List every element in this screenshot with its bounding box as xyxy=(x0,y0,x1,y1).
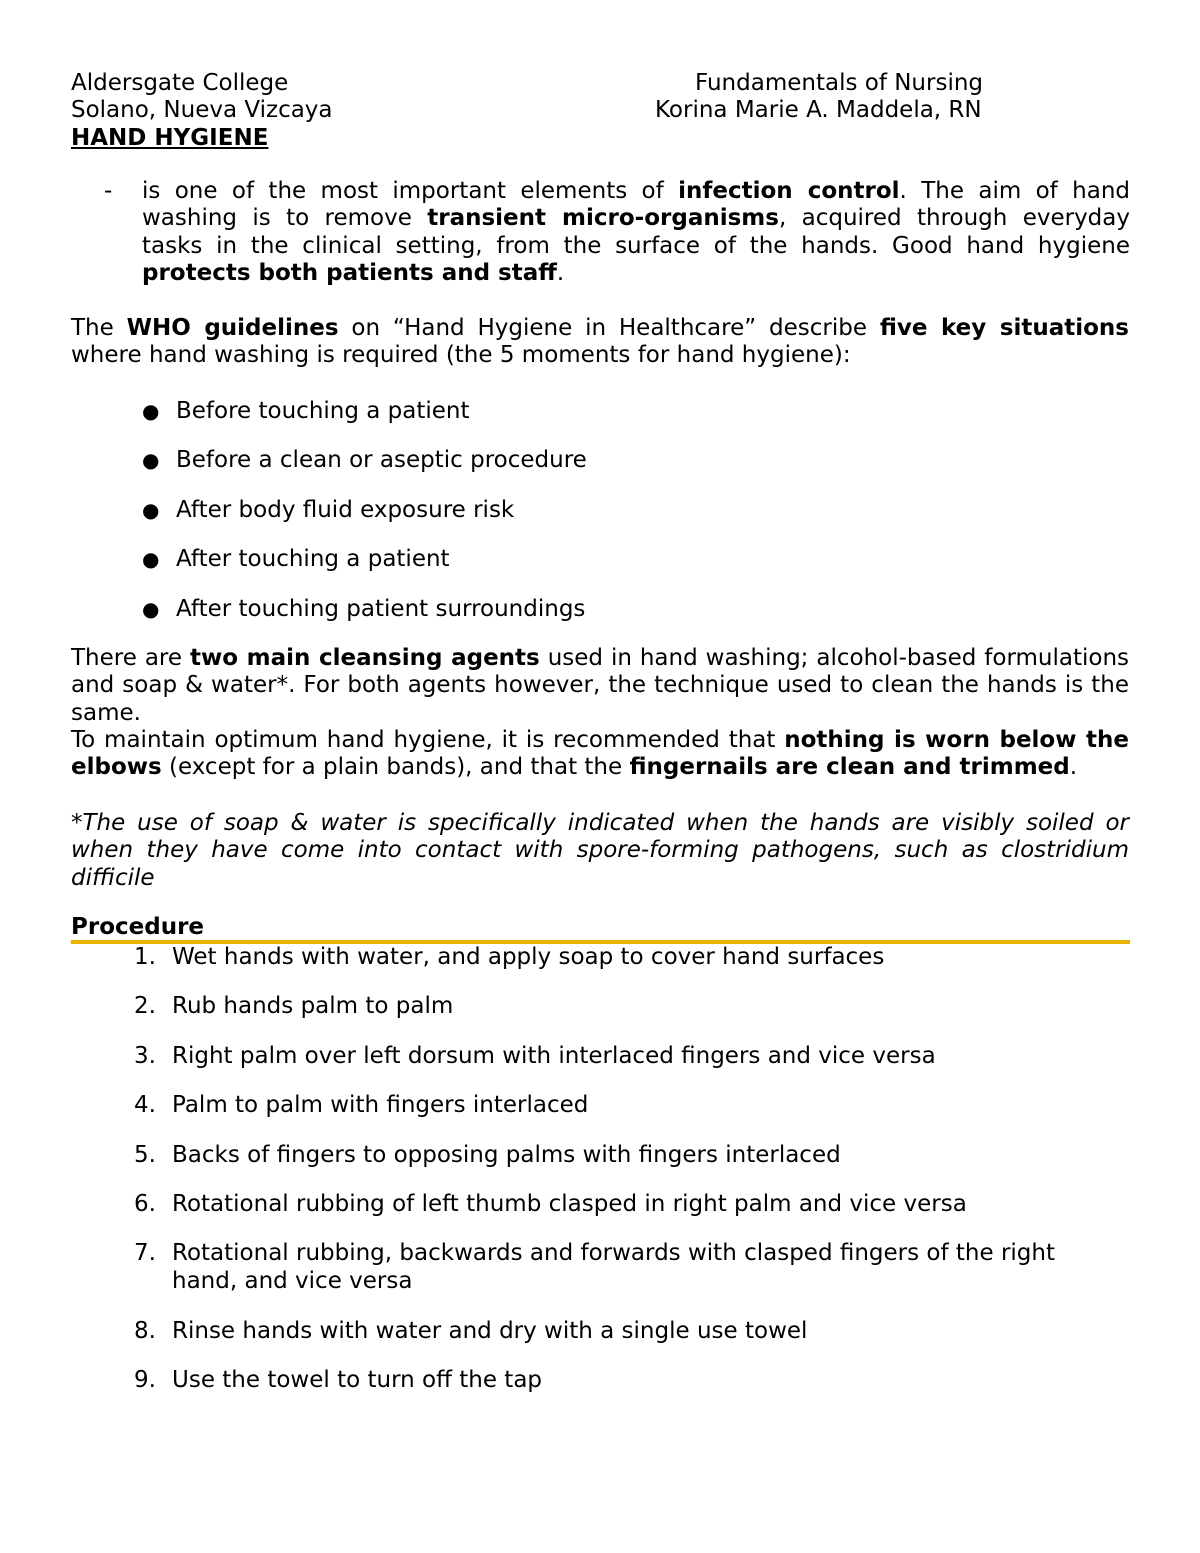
step-item: 2. Rub hands palm to palm xyxy=(134,993,454,1020)
step-item: 5. Backs of fingers to opposing palms with fingers interlaced xyxy=(134,1141,841,1168)
five-moments-list xyxy=(142,396,587,643)
procedure-steps xyxy=(134,943,1094,1416)
list-item: ● After touching a patient xyxy=(142,546,450,573)
list-item: ● After body fluid exposure risk xyxy=(142,496,515,523)
step-item: 7. Rotational rubbing, backwards and forwards with clasped fingers of the right hand, and vice versa xyxy=(134,1240,1055,1295)
school-name: Aldersgate College xyxy=(71,70,289,96)
step-item: 9. Use the towel to turn off the tap xyxy=(134,1367,543,1394)
bullet-icon: ● xyxy=(142,399,160,423)
bullet-icon: ● xyxy=(142,448,160,473)
header-line-1 xyxy=(71,70,1130,97)
step-item: 6. Rotational rubbing of left thumb clasped in right palm and vice versa xyxy=(134,1190,967,1217)
page-title: HAND HYGIENE xyxy=(71,125,269,151)
bullet-icon: ● xyxy=(142,547,160,572)
note-paragraph: *The use of soap & water is specifically indicated when the hands are visibly soiled or when they have come into contact with spore-forming pathogens, such as clostridium difficile xyxy=(71,810,1129,891)
procedure-heading: Procedure xyxy=(71,914,205,940)
course-name: Fundamentals of Nursing xyxy=(695,70,984,96)
step-item: 4. Palm to palm with fingers interlaced xyxy=(134,1092,589,1119)
school-location: Solano, Nueva Vizcaya xyxy=(71,97,333,123)
header-line-2 xyxy=(71,97,1130,124)
maintain-paragraph: To maintain optimum hand hygiene, it is recommended that nothing is worn below the elbows (except for a plain bands), and that the fingernails are clean and trimmed. xyxy=(71,727,1129,781)
who-paragraph: The WHO guidelines on “Hand Hygiene in Healthcare” describe five key situations where hand washing is required (the 5 moments for hand hygiene): xyxy=(71,315,1129,369)
definition-text: is one of the most important elements of infection control. The aim of hand washing is to remove transient micro-organisms, acquired through everyday tasks in the clinical setting, from the surface of the hands. Good hand hygiene protects both patients and staff. xyxy=(142,178,1130,286)
list-item: ● After touching patient surroundings xyxy=(142,595,586,622)
step-item: 1. Wet hands with water, and apply soap to cover hand surfaces xyxy=(134,944,885,970)
bullet-icon: ● xyxy=(142,596,160,621)
list-item: ● Before touching a patient xyxy=(142,398,470,424)
step-item: 8. Rinse hands with water and dry with a single use towel xyxy=(134,1317,808,1344)
step-item: 3. Right palm over left dorsum with interlaced fingers and vice versa xyxy=(134,1042,936,1069)
dash-marker: - xyxy=(104,178,113,204)
instructor-name: Korina Marie A. Maddela, RN xyxy=(655,97,982,123)
bullet-icon: ● xyxy=(142,497,160,522)
list-item: ● Before a clean or aseptic procedure xyxy=(142,447,587,474)
agents-paragraph: There are two main cleansing agents used in hand washing; alcohol-based formulations and soap & water*. For both agents however, the technique used to clean the hands is the same. xyxy=(71,645,1130,726)
